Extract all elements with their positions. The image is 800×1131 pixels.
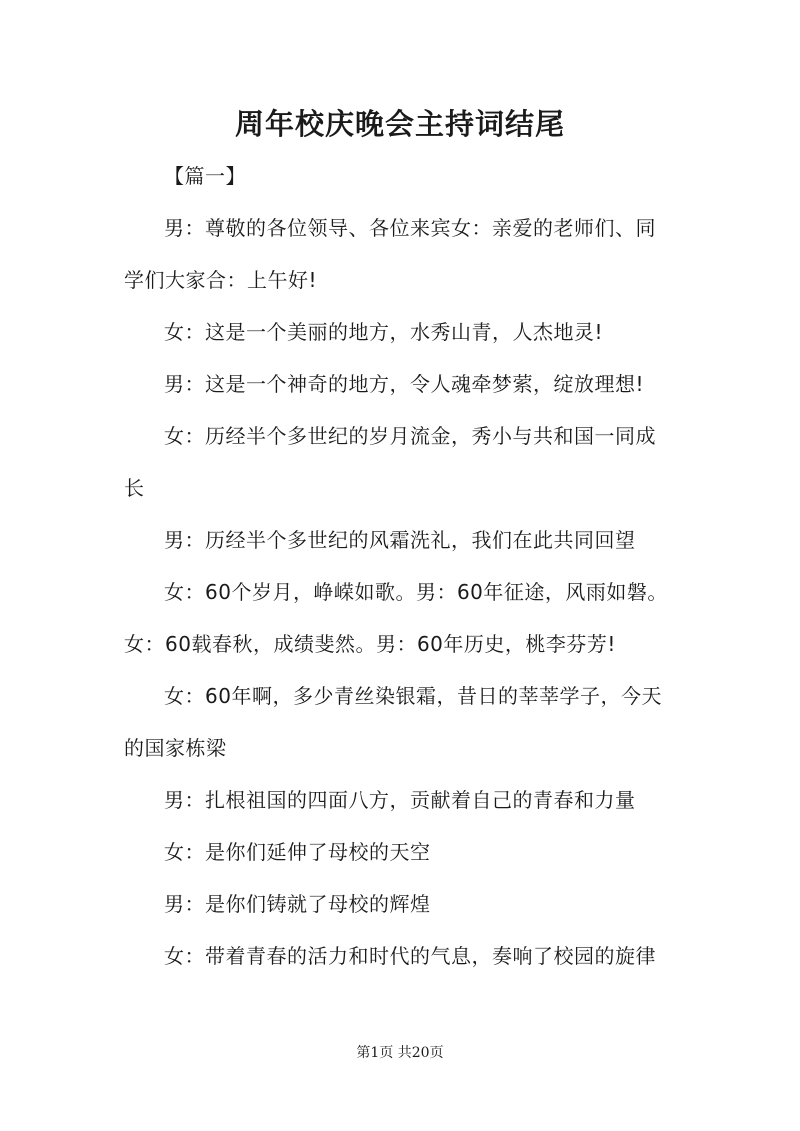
paragraph-line: 长 — [124, 476, 145, 500]
paragraph-line: 学们大家合：上午好! — [124, 268, 318, 292]
paragraph-line: 女：60个岁月，峥嵘如歌。男：60年征途，风雨如磐。 — [164, 580, 668, 604]
paragraph-line: 男：历经半个多世纪的风霜洗礼，我们在此共同回望 — [164, 528, 636, 552]
page-footer — [0, 1043, 800, 1063]
paragraph-line: 男：尊敬的各位领导、各位来宾女：亲爱的老师们、同 — [164, 216, 656, 240]
paragraph-line: 男：这是一个神奇的地方，令人魂牵梦萦，绽放理想! — [164, 372, 645, 396]
paragraph-line: 男：扎根祖国的四面八方，贡献着自己的青春和力量 — [164, 788, 636, 812]
section-label: 【篇一】 — [164, 164, 246, 188]
paragraph-line: 女：历经半个多世纪的岁月流金，秀小与共和国一同成 — [164, 424, 656, 448]
paragraph-line: 女：60载春秋，成绩斐然。男：60年历史，桃李芬芳! — [124, 632, 616, 656]
paragraph-line: 女：是你们延伸了母校的天空 — [164, 840, 431, 864]
page-number: 第1页 共20页 — [356, 1045, 444, 1061]
document-title: 周年校庆晚会主持词结尾 — [234, 107, 565, 141]
paragraph-line: 女：带着青春的活力和时代的气息，奏响了校园的旋律 — [164, 944, 656, 968]
paragraph-line: 女：60年啊，多少青丝染银霜，昔日的莘莘学子，今天 — [164, 684, 662, 708]
paragraph-line: 女：这是一个美丽的地方，水秀山青，人杰地灵! — [164, 320, 604, 344]
paragraph-line: 男：是你们铸就了母校的辉煌 — [164, 892, 431, 916]
paragraph-line: 的国家栋梁 — [124, 736, 227, 760]
